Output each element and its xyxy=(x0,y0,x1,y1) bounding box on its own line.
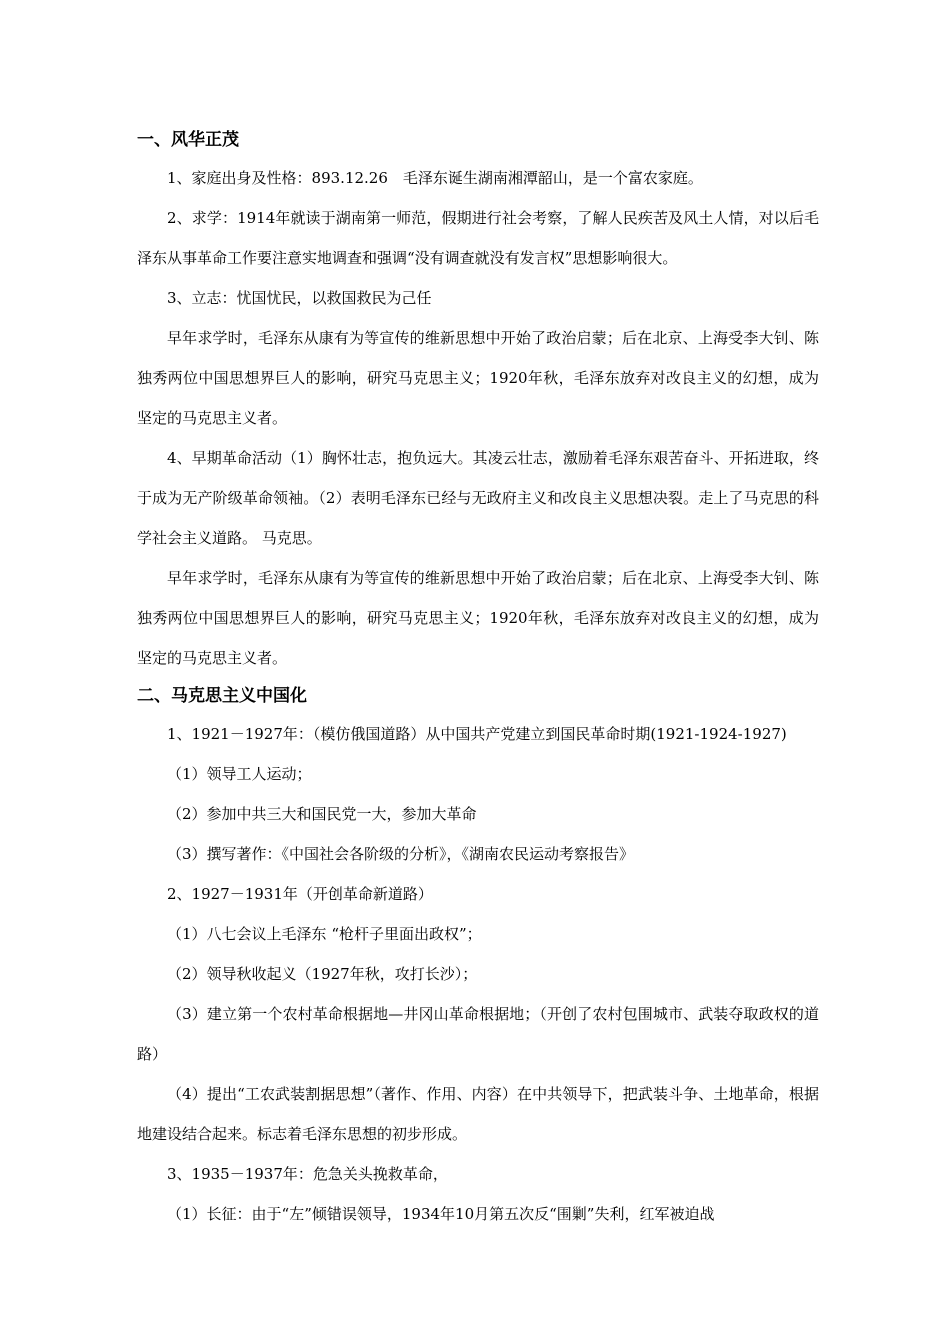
list-item: （3）撰写著作：《中国社会各阶级的分析》，《湖南农民运动考察报告》 xyxy=(167,845,635,863)
list-item: （1）八七会议上毛泽东 “枪杆子里面出政权”； xyxy=(167,925,482,943)
list-item: （2）领导秋收起义（1927年秋，攻打长沙）； xyxy=(167,965,478,983)
paragraph-early-revolution: 4、早期革命活动（1）胸怀壮志，抱负远大。其凌云壮志，激励着毛泽东艰苦奋斗、开拓进取，终于成为无产阶级革命领袖。（2）表明毛泽东已经与无政府主义和改良主义思想决裂。走上了马克思的科学社会主义道路。 马克思。 xyxy=(137,449,819,547)
paragraph-early-study-1: 早年求学时，毛泽东从康有为等宣传的维新思想中开始了政治启蒙；后在北京、上海受李大钊、陈独秀两位中国思想界巨人的影响，研究马克思主义；1920年秋，毛泽东放弃对改良主义的幻想，成为坚定的马克思主义者。 xyxy=(137,329,819,427)
list-item: （2）参加中共三大和国民党一大，参加大革命 xyxy=(167,805,477,823)
paragraph-education: 2、求学：1914年就读于湖南第一师范，假期进行社会考察，了解人民疾苦及风土人情，对以后毛泽东从事革命工作要注意实地调查和强调“没有调查就没有发言权”思想影响很大。 xyxy=(137,209,819,267)
paragraph-period-1927-1931: 2、1927－1931年（开创革命新道路） xyxy=(167,885,433,903)
list-item: （1）领导工人运动； xyxy=(167,765,312,783)
paragraph-period-1935-1937: 3、1935－1937年：危急关头挽救革命， xyxy=(167,1165,448,1183)
list-item: （1）长征：由于“左”倾错误领导，1934年10月第五次反“围剿”失利，红军被迫战 xyxy=(167,1205,715,1223)
document-body xyxy=(137,122,819,1234)
section-heading-1: 一、风华正茂 xyxy=(137,130,239,150)
list-item: （3）建立第一个农村革命根据地—井冈山革命根据地；（开创了农村包围城市、武装夺取政权的道路） xyxy=(137,1005,819,1063)
section-heading-2: 二、马克思主义中国化 xyxy=(137,686,307,706)
paragraph-period-1921-1927: 1、1921－1927年：（模仿俄国道路）从中国共产党建立到国民革命时期(1921-1924-1927) xyxy=(167,725,787,743)
paragraph-family-background: 1、家庭出身及性格：893.12.26 毛泽东诞生湖南湘潭韶山，是一个富农家庭。 xyxy=(167,169,703,187)
paragraph-aspiration: 3、立志：忧国忧民，以救国救民为己任 xyxy=(167,289,432,307)
list-item: （4）提出“工农武装割据思想”（著作、作用、内容）在中共领导下，把武装斗争、土地革命，根据地建设结合起来。标志着毛泽东思想的初步形成。 xyxy=(137,1085,819,1143)
paragraph-early-study-2: 早年求学时，毛泽东从康有为等宣传的维新思想中开始了政治启蒙；后在北京、上海受李大钊、陈独秀两位中国思想界巨人的影响，研究马克思主义；1920年秋，毛泽东放弃对改良主义的幻想，成为坚定的马克思主义者。 xyxy=(137,569,819,667)
